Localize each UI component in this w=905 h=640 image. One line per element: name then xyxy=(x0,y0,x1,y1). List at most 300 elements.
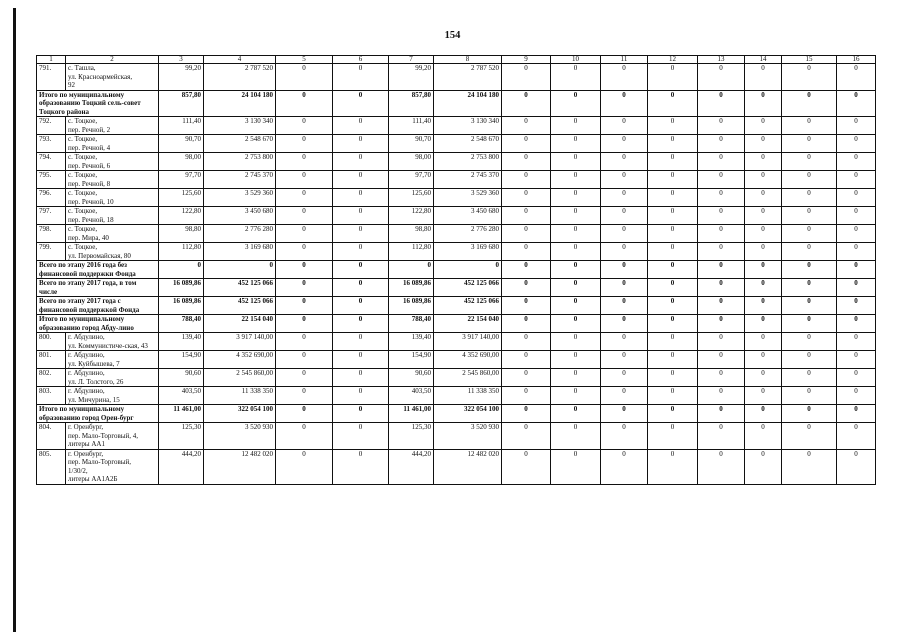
value-cell: 0 xyxy=(782,405,837,423)
row-number: 795. xyxy=(37,171,66,189)
value-cell: 0 xyxy=(333,333,389,351)
value-cell: 0 xyxy=(648,189,698,207)
address-cell: г. Абдулино, ул. Коммунистиче-ская, 43 xyxy=(66,333,159,351)
value-cell: 0 xyxy=(551,135,601,153)
value-cell: 2 745 370 xyxy=(204,171,276,189)
address-cell: с. Тоцкое, пер. Речной, 8 xyxy=(66,171,159,189)
value-cell: 0 xyxy=(502,279,551,297)
value-cell: 0 xyxy=(698,189,745,207)
value-cell: 0 xyxy=(276,64,333,91)
value-cell: 98,80 xyxy=(389,225,434,243)
total-label: Всего по этапу 2016 года без финансовой поддержки Фонда xyxy=(37,261,159,279)
value-cell: 857,80 xyxy=(389,90,434,117)
value-cell: 0 xyxy=(698,261,745,279)
column-number: 11 xyxy=(601,56,648,64)
value-cell: 154,90 xyxy=(159,351,204,369)
value-cell: 0 xyxy=(837,333,876,351)
value-cell: 0 xyxy=(502,135,551,153)
value-cell: 0 xyxy=(837,405,876,423)
value-cell: 0 xyxy=(551,297,601,315)
value-cell: 0 xyxy=(648,369,698,387)
value-cell: 0 xyxy=(333,315,389,333)
value-cell: 22 154 040 xyxy=(434,315,502,333)
value-cell: 0 xyxy=(745,405,782,423)
value-cell: 0 xyxy=(601,423,648,450)
value-cell: 0 xyxy=(601,90,648,117)
value-cell: 2 776 280 xyxy=(204,225,276,243)
value-cell: 0 xyxy=(551,261,601,279)
total-label: Всего по этапу 2017 года с финансовой поддержкой Фонда xyxy=(37,297,159,315)
value-cell: 0 xyxy=(648,315,698,333)
value-cell: 0 xyxy=(276,387,333,405)
value-cell: 3 450 680 xyxy=(204,207,276,225)
value-cell: 0 xyxy=(782,171,837,189)
value-cell: 139,40 xyxy=(389,333,434,351)
value-cell: 0 xyxy=(601,135,648,153)
value-cell: 0 xyxy=(276,449,333,484)
value-cell: 2 548 670 xyxy=(204,135,276,153)
value-cell: 0 xyxy=(601,117,648,135)
value-cell: 0 xyxy=(333,369,389,387)
value-cell: 0 xyxy=(782,369,837,387)
value-cell: 16 089,86 xyxy=(159,279,204,297)
value-cell: 11 461,00 xyxy=(389,405,434,423)
column-number: 4 xyxy=(204,56,276,64)
value-cell: 97,70 xyxy=(159,171,204,189)
value-cell: 2 548 670 xyxy=(434,135,502,153)
value-cell: 0 xyxy=(333,279,389,297)
value-cell: 0 xyxy=(502,449,551,484)
value-cell: 0 xyxy=(782,207,837,225)
value-cell: 0 xyxy=(551,279,601,297)
value-cell: 0 xyxy=(745,351,782,369)
value-cell: 452 125 066 xyxy=(434,297,502,315)
table-row xyxy=(37,189,876,207)
value-cell: 0 xyxy=(601,369,648,387)
column-number: 15 xyxy=(782,56,837,64)
value-cell: 0 xyxy=(601,333,648,351)
value-cell: 0 xyxy=(551,207,601,225)
value-cell: 452 125 066 xyxy=(434,279,502,297)
value-cell: 0 xyxy=(502,171,551,189)
value-cell: 0 xyxy=(745,90,782,117)
value-cell: 0 xyxy=(648,171,698,189)
row-number: 799. xyxy=(37,243,66,261)
value-cell: 0 xyxy=(276,225,333,243)
value-cell: 0 xyxy=(648,297,698,315)
value-cell: 0 xyxy=(333,225,389,243)
total-row xyxy=(37,315,876,333)
value-cell: 0 xyxy=(276,405,333,423)
value-cell: 0 xyxy=(551,117,601,135)
value-cell: 97,70 xyxy=(389,171,434,189)
value-cell: 0 xyxy=(782,351,837,369)
value-cell: 0 xyxy=(745,279,782,297)
value-cell: 3 130 340 xyxy=(434,117,502,135)
value-cell: 0 xyxy=(698,153,745,171)
address-cell: с. Тоцкое, ул. Первомайская, 80 xyxy=(66,243,159,261)
total-label: Итого по муниципальному образованию город Абду-лино xyxy=(37,315,159,333)
value-cell: 0 xyxy=(698,279,745,297)
value-cell: 0 xyxy=(698,315,745,333)
value-cell: 90,70 xyxy=(159,135,204,153)
value-cell: 0 xyxy=(648,279,698,297)
value-cell: 0 xyxy=(837,261,876,279)
register-table xyxy=(36,55,876,485)
value-cell: 0 xyxy=(601,297,648,315)
value-cell: 0 xyxy=(837,449,876,484)
value-cell: 0 xyxy=(333,90,389,117)
address-cell: с. Тоцкое, пер. Мира, 40 xyxy=(66,225,159,243)
value-cell: 0 xyxy=(837,297,876,315)
address-cell: с. Тоцкое, пер. Речной, 6 xyxy=(66,153,159,171)
value-cell: 11 338 350 xyxy=(204,387,276,405)
value-cell: 2 745 370 xyxy=(434,171,502,189)
value-cell: 11 461,00 xyxy=(159,405,204,423)
value-cell: 2 545 860,00 xyxy=(434,369,502,387)
row-number: 805. xyxy=(37,449,66,484)
value-cell: 3 520 930 xyxy=(204,423,276,450)
value-cell: 0 xyxy=(551,369,601,387)
value-cell: 0 xyxy=(698,423,745,450)
value-cell: 452 125 066 xyxy=(204,297,276,315)
value-cell: 0 xyxy=(333,153,389,171)
value-cell: 0 xyxy=(698,171,745,189)
address-cell: с. Тоцкое, пер. Речной, 10 xyxy=(66,189,159,207)
value-cell: 0 xyxy=(745,387,782,405)
value-cell: 2 776 280 xyxy=(434,225,502,243)
value-cell: 0 xyxy=(551,189,601,207)
column-number: 1 xyxy=(37,56,66,64)
table-row xyxy=(37,64,876,91)
value-cell: 3 529 360 xyxy=(434,189,502,207)
total-row xyxy=(37,297,876,315)
value-cell: 0 xyxy=(502,90,551,117)
table-row xyxy=(37,423,876,450)
value-cell: 3 130 340 xyxy=(204,117,276,135)
value-cell: 125,30 xyxy=(389,423,434,450)
column-number: 14 xyxy=(745,56,782,64)
value-cell: 0 xyxy=(837,279,876,297)
value-cell: 2 787 520 xyxy=(204,64,276,91)
value-cell: 0 xyxy=(745,135,782,153)
value-cell: 403,50 xyxy=(159,387,204,405)
value-cell: 0 xyxy=(648,135,698,153)
value-cell: 0 xyxy=(648,153,698,171)
table-row xyxy=(37,135,876,153)
value-cell: 0 xyxy=(837,135,876,153)
row-number: 791. xyxy=(37,64,66,91)
total-row xyxy=(37,279,876,297)
total-row xyxy=(37,405,876,423)
value-cell: 322 054 100 xyxy=(434,405,502,423)
value-cell: 112,80 xyxy=(159,243,204,261)
row-number: 793. xyxy=(37,135,66,153)
total-label: Итого по муниципальному образованию Тоцкий сель-совет Тоцкого района xyxy=(37,90,159,117)
value-cell: 2 787 520 xyxy=(434,64,502,91)
value-cell: 0 xyxy=(698,225,745,243)
value-cell: 0 xyxy=(551,387,601,405)
value-cell: 0 xyxy=(698,90,745,117)
value-cell: 0 xyxy=(601,153,648,171)
value-cell: 11 338 350 xyxy=(434,387,502,405)
value-cell: 0 xyxy=(698,369,745,387)
value-cell: 122,80 xyxy=(389,207,434,225)
column-number: 10 xyxy=(551,56,601,64)
value-cell: 0 xyxy=(698,387,745,405)
value-cell: 0 xyxy=(276,315,333,333)
value-cell: 90,60 xyxy=(389,369,434,387)
value-cell: 0 xyxy=(745,117,782,135)
value-cell: 0 xyxy=(276,90,333,117)
value-cell: 0 xyxy=(601,207,648,225)
column-number: 9 xyxy=(502,56,551,64)
value-cell: 12 482 020 xyxy=(434,449,502,484)
value-cell: 0 xyxy=(648,243,698,261)
value-cell: 0 xyxy=(502,153,551,171)
value-cell: 12 482 020 xyxy=(204,449,276,484)
value-cell: 122,80 xyxy=(159,207,204,225)
value-cell: 0 xyxy=(745,261,782,279)
value-cell: 0 xyxy=(698,405,745,423)
value-cell: 452 125 066 xyxy=(204,279,276,297)
value-cell: 0 xyxy=(333,405,389,423)
value-cell: 0 xyxy=(502,207,551,225)
value-cell: 0 xyxy=(601,405,648,423)
value-cell: 0 xyxy=(698,449,745,484)
table-row xyxy=(37,225,876,243)
value-cell: 0 xyxy=(745,449,782,484)
column-number: 2 xyxy=(66,56,159,64)
address-cell: г. Оренбург, пер. Мало-Торговый, 1/30/2, литеры АА1А2Б xyxy=(66,449,159,484)
value-cell: 98,00 xyxy=(159,153,204,171)
value-cell: 0 xyxy=(551,171,601,189)
value-cell: 0 xyxy=(837,90,876,117)
table-row xyxy=(37,243,876,261)
value-cell: 16 089,86 xyxy=(389,297,434,315)
value-cell: 0 xyxy=(648,261,698,279)
value-cell: 0 xyxy=(551,225,601,243)
row-number: 797. xyxy=(37,207,66,225)
table-row xyxy=(37,449,876,484)
value-cell: 16 089,86 xyxy=(389,279,434,297)
value-cell: 0 xyxy=(551,64,601,91)
value-cell: 0 xyxy=(782,387,837,405)
value-cell: 444,20 xyxy=(159,449,204,484)
value-cell: 0 xyxy=(333,207,389,225)
value-cell: 857,80 xyxy=(159,90,204,117)
row-number: 794. xyxy=(37,153,66,171)
value-cell: 0 xyxy=(648,90,698,117)
row-number: 803. xyxy=(37,387,66,405)
value-cell: 0 xyxy=(745,153,782,171)
value-cell: 0 xyxy=(837,64,876,91)
value-cell: 0 xyxy=(276,171,333,189)
value-cell: 0 xyxy=(648,387,698,405)
value-cell: 0 xyxy=(551,243,601,261)
value-cell: 0 xyxy=(837,117,876,135)
column-number: 6 xyxy=(333,56,389,64)
value-cell: 0 xyxy=(601,449,648,484)
value-cell: 0 xyxy=(333,387,389,405)
value-cell: 0 xyxy=(333,64,389,91)
value-cell: 0 xyxy=(648,207,698,225)
value-cell: 0 xyxy=(837,189,876,207)
value-cell: 0 xyxy=(698,117,745,135)
value-cell: 0 xyxy=(333,135,389,153)
address-cell: с. Тоцкое, пер. Речной, 2 xyxy=(66,117,159,135)
column-number: 8 xyxy=(434,56,502,64)
value-cell: 0 xyxy=(502,387,551,405)
value-cell: 0 xyxy=(502,405,551,423)
value-cell: 322 054 100 xyxy=(204,405,276,423)
value-cell: 0 xyxy=(333,171,389,189)
value-cell: 139,40 xyxy=(159,333,204,351)
value-cell: 0 xyxy=(601,315,648,333)
value-cell: 99,20 xyxy=(389,64,434,91)
value-cell: 0 xyxy=(333,351,389,369)
table-row xyxy=(37,171,876,189)
value-cell: 0 xyxy=(601,64,648,91)
value-cell: 0 xyxy=(601,225,648,243)
value-cell: 0 xyxy=(601,261,648,279)
row-number: 792. xyxy=(37,117,66,135)
value-cell: 0 xyxy=(745,315,782,333)
value-cell: 24 104 180 xyxy=(204,90,276,117)
value-cell: 0 xyxy=(502,243,551,261)
value-cell: 0 xyxy=(502,225,551,243)
value-cell: 0 xyxy=(648,351,698,369)
value-cell: 4 352 690,00 xyxy=(204,351,276,369)
value-cell: 0 xyxy=(389,261,434,279)
value-cell: 0 xyxy=(782,261,837,279)
value-cell: 111,40 xyxy=(159,117,204,135)
value-cell: 0 xyxy=(782,297,837,315)
value-cell: 0 xyxy=(648,449,698,484)
total-label: Всего по этапу 2017 года, в том числе xyxy=(37,279,159,297)
address-cell: г. Абдулино, ул. Мичурина, 15 xyxy=(66,387,159,405)
value-cell: 0 xyxy=(502,189,551,207)
value-cell: 0 xyxy=(782,189,837,207)
value-cell: 0 xyxy=(837,387,876,405)
value-cell: 0 xyxy=(502,369,551,387)
column-number-row xyxy=(37,56,876,64)
value-cell: 3 520 930 xyxy=(434,423,502,450)
value-cell: 0 xyxy=(551,351,601,369)
value-cell: 0 xyxy=(745,225,782,243)
value-cell: 0 xyxy=(698,333,745,351)
total-label: Итого по муниципальному образованию город Орен-бург xyxy=(37,405,159,423)
value-cell: 3 450 680 xyxy=(434,207,502,225)
address-cell: г. Абдулино, ул. Куйбышева, 7 xyxy=(66,351,159,369)
table-row xyxy=(37,153,876,171)
value-cell: 0 xyxy=(698,207,745,225)
value-cell: 0 xyxy=(502,117,551,135)
row-number: 796. xyxy=(37,189,66,207)
value-cell: 0 xyxy=(276,279,333,297)
value-cell: 90,70 xyxy=(389,135,434,153)
column-number: 16 xyxy=(837,56,876,64)
table-row xyxy=(37,333,876,351)
value-cell: 0 xyxy=(782,225,837,243)
value-cell: 0 xyxy=(648,64,698,91)
address-cell: с. Тоцкое, пер. Речной, 4 xyxy=(66,135,159,153)
value-cell: 0 xyxy=(276,207,333,225)
table-row xyxy=(37,369,876,387)
value-cell: 0 xyxy=(745,64,782,91)
value-cell: 0 xyxy=(698,351,745,369)
value-cell: 0 xyxy=(698,297,745,315)
value-cell: 154,90 xyxy=(389,351,434,369)
value-cell: 0 xyxy=(551,90,601,117)
value-cell: 0 xyxy=(782,243,837,261)
value-cell: 0 xyxy=(601,189,648,207)
column-number: 5 xyxy=(276,56,333,64)
value-cell: 0 xyxy=(551,333,601,351)
value-cell: 125,60 xyxy=(389,189,434,207)
value-cell: 403,50 xyxy=(389,387,434,405)
value-cell: 0 xyxy=(837,171,876,189)
value-cell: 0 xyxy=(601,387,648,405)
value-cell: 0 xyxy=(745,171,782,189)
total-row xyxy=(37,261,876,279)
scan-edge-line xyxy=(13,8,16,632)
value-cell: 4 352 690,00 xyxy=(434,351,502,369)
value-cell: 3 169 680 xyxy=(434,243,502,261)
value-cell: 98,00 xyxy=(389,153,434,171)
value-cell: 0 xyxy=(276,189,333,207)
value-cell: 0 xyxy=(837,243,876,261)
table-row xyxy=(37,351,876,369)
value-cell: 0 xyxy=(782,449,837,484)
table-row xyxy=(37,117,876,135)
value-cell: 2 753 800 xyxy=(434,153,502,171)
address-cell: с. Тоцкое, пер. Речной, 18 xyxy=(66,207,159,225)
value-cell: 788,40 xyxy=(389,315,434,333)
total-row xyxy=(37,90,876,117)
value-cell: 0 xyxy=(502,261,551,279)
value-cell: 0 xyxy=(782,423,837,450)
value-cell: 0 xyxy=(551,153,601,171)
value-cell: 0 xyxy=(782,135,837,153)
value-cell: 0 xyxy=(333,449,389,484)
value-cell: 444,20 xyxy=(389,449,434,484)
row-number: 802. xyxy=(37,369,66,387)
value-cell: 2 545 860,00 xyxy=(204,369,276,387)
value-cell: 0 xyxy=(551,449,601,484)
table-row xyxy=(37,387,876,405)
value-cell: 0 xyxy=(698,135,745,153)
value-cell: 0 xyxy=(745,189,782,207)
value-cell: 0 xyxy=(837,423,876,450)
address-cell: с. Ташла, ул. Красноармейская, 92 xyxy=(66,64,159,91)
value-cell: 0 xyxy=(502,315,551,333)
value-cell: 0 xyxy=(837,153,876,171)
row-number: 800. xyxy=(37,333,66,351)
value-cell: 0 xyxy=(782,90,837,117)
value-cell: 3 917 140,00 xyxy=(434,333,502,351)
value-cell: 0 xyxy=(601,243,648,261)
value-cell: 3 169 680 xyxy=(204,243,276,261)
value-cell: 0 xyxy=(551,423,601,450)
value-cell: 24 104 180 xyxy=(434,90,502,117)
value-cell: 0 xyxy=(837,369,876,387)
column-number: 3 xyxy=(159,56,204,64)
value-cell: 0 xyxy=(276,135,333,153)
row-number: 801. xyxy=(37,351,66,369)
address-cell: г. Оренбург, пер. Мало-Торговый, 4, литеры АА1 xyxy=(66,423,159,450)
value-cell: 0 xyxy=(276,351,333,369)
